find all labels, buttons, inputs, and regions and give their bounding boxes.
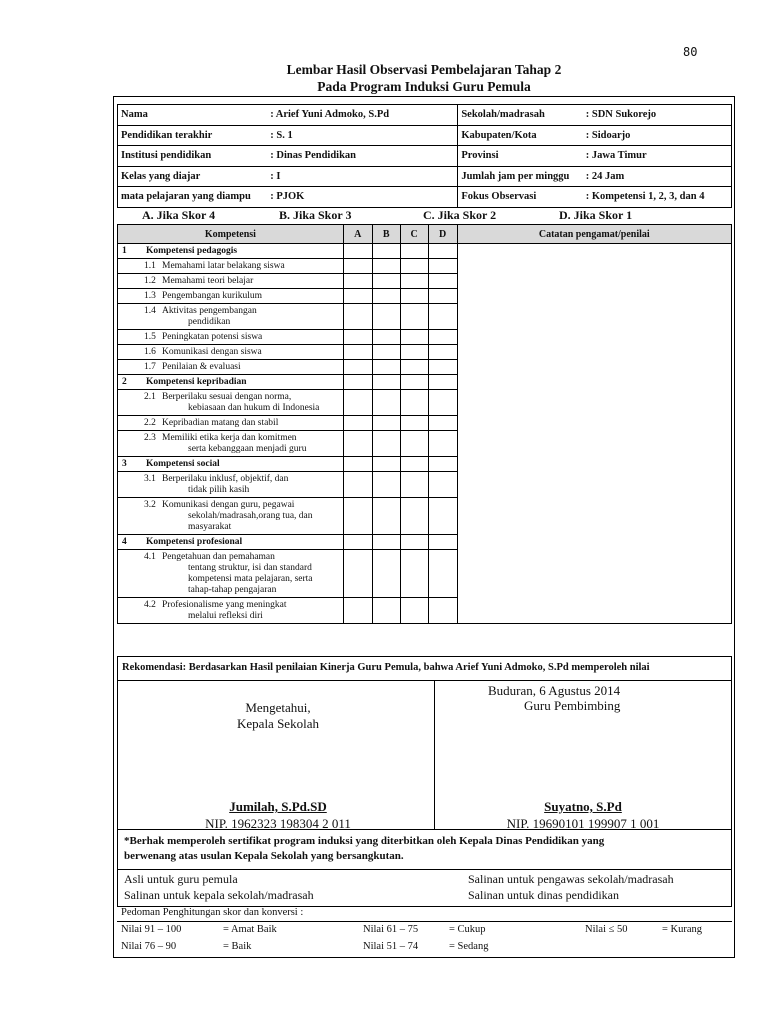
header-a: A xyxy=(343,225,372,244)
score-cell[interactable] xyxy=(400,472,428,498)
score-cell[interactable] xyxy=(400,345,428,360)
score-cell[interactable] xyxy=(372,259,400,274)
info-label: Fokus Observasi xyxy=(458,187,583,208)
score-cell[interactable] xyxy=(372,289,400,304)
score-cell[interactable] xyxy=(372,535,400,550)
score-cell[interactable] xyxy=(372,498,400,535)
info-label: mata pelajaran yang diampu xyxy=(118,187,268,208)
score-cell[interactable] xyxy=(428,416,457,431)
range-baik: Nilai 76 – 90 xyxy=(121,941,177,952)
info-row xyxy=(118,105,732,126)
score-cell[interactable] xyxy=(400,598,428,624)
score-d: D. Jika Skor 1 xyxy=(559,208,633,222)
score-cell[interactable] xyxy=(372,304,400,330)
item-text: Memiliki etika kerja dan komitmen xyxy=(162,432,297,443)
left-signatory-name: Jumilah, S.Pd.SD xyxy=(229,799,327,814)
score-cell[interactable] xyxy=(372,274,400,289)
form-subtitle: Pada Program Induksi Guru Pemula xyxy=(317,79,531,94)
item-text: serta kebanggaan menjadi guru xyxy=(188,443,307,454)
score-cell[interactable] xyxy=(400,390,428,416)
item-text: tentang struktur, isi dan standard xyxy=(188,562,312,573)
item-text: Komunikasi dengan guru, pegawai xyxy=(162,499,295,510)
item-text: Berperilaku inklusf, objektif, dan xyxy=(162,473,289,484)
header-kompetensi: Kompetensi xyxy=(118,225,344,244)
section-number: 1 xyxy=(122,245,127,256)
score-cell[interactable] xyxy=(343,472,372,498)
section-number: 3 xyxy=(122,458,127,469)
competency-item xyxy=(118,274,344,289)
item-text: masyarakat xyxy=(188,521,232,532)
item-number: 2.1 xyxy=(144,391,156,402)
item-text: Peningkatan potensi siswa xyxy=(162,331,263,342)
header-b: B xyxy=(372,225,400,244)
page-number: 80 xyxy=(683,45,698,59)
score-cell[interactable] xyxy=(428,431,457,457)
item-text: Berperilaku sesuai dengan norma, xyxy=(162,391,292,402)
score-cell[interactable] xyxy=(343,345,372,360)
item-number: 2.3 xyxy=(144,432,156,443)
info-value: : S. 1 xyxy=(267,125,458,146)
range-sedang: Nilai 51 – 74 xyxy=(363,941,419,952)
section-title xyxy=(118,375,344,390)
score-cell[interactable] xyxy=(372,457,400,472)
note-line-2: berwenang atas usulan Kepala Sekolah yang bersangkutan. xyxy=(124,850,404,862)
score-cell[interactable] xyxy=(343,244,372,259)
item-number: 4.1 xyxy=(144,551,156,562)
score-cell[interactable] xyxy=(372,550,400,598)
score-cell[interactable] xyxy=(400,289,428,304)
section-label: Kompetensi pedagogis xyxy=(146,245,238,256)
competency-item xyxy=(118,345,344,360)
item-text: kebiasaan dan hukum di Indonesia xyxy=(188,402,320,413)
score-cell[interactable] xyxy=(400,431,428,457)
item-text: kompetensi mata pelajaran, serta xyxy=(188,573,313,584)
score-cell[interactable] xyxy=(428,390,457,416)
competency-item xyxy=(118,304,344,330)
score-cell[interactable] xyxy=(343,259,372,274)
item-text: Memahami teori belajar xyxy=(162,275,254,286)
competency-item xyxy=(118,598,344,624)
score-cell[interactable] xyxy=(428,598,457,624)
item-number: 1.1 xyxy=(144,260,156,271)
score-cell[interactable] xyxy=(428,550,457,598)
item-number: 1.3 xyxy=(144,290,156,301)
info-label: Institusi pendidikan xyxy=(118,146,268,167)
info-label: Provinsi xyxy=(458,146,583,167)
info-label: Kabupaten/Kota xyxy=(458,125,583,146)
score-cell[interactable] xyxy=(428,472,457,498)
signature-divider xyxy=(434,681,435,829)
info-value: : Jawa Timur xyxy=(583,146,732,167)
distribution-list xyxy=(117,870,732,907)
competency-item xyxy=(118,550,344,598)
score-cell[interactable] xyxy=(372,472,400,498)
score-cell[interactable] xyxy=(428,259,457,274)
info-value: : Sidoarjo xyxy=(583,125,732,146)
item-text: Pengetahuan dan pemahaman xyxy=(162,551,275,562)
range-amat-baik: Nilai 91 – 100 xyxy=(121,924,182,935)
item-number: 1.5 xyxy=(144,331,156,342)
recommendation-text: Rekomendasi: Berdasarkan Hasil penilaian Kinerja Guru Pemula, bahwa Arief Yuni Admoko, S.Pd memperoleh nilai xyxy=(117,656,732,680)
score-cell[interactable] xyxy=(428,345,457,360)
item-number: 3.1 xyxy=(144,473,156,484)
header-catatan: Catatan pengamat/penilai xyxy=(457,225,731,244)
score-cell[interactable] xyxy=(343,304,372,330)
info-value: : 24 Jam xyxy=(583,166,732,187)
info-row xyxy=(118,146,732,167)
score-cell[interactable] xyxy=(343,330,372,345)
info-value: : SDN Sukorejo xyxy=(583,105,732,126)
score-cell[interactable] xyxy=(400,457,428,472)
section-row xyxy=(118,244,732,259)
score-a: A. Jika Skor 4 xyxy=(142,208,216,222)
info-label: Nama xyxy=(118,105,268,126)
score-cell[interactable] xyxy=(372,416,400,431)
score-cell[interactable] xyxy=(428,330,457,345)
score-cell[interactable] xyxy=(372,330,400,345)
score-cell[interactable] xyxy=(400,304,428,330)
item-text: Penilaian & evaluasi xyxy=(162,361,241,372)
info-label: Sekolah/madrasah xyxy=(458,105,583,126)
left-greeting: Mengetahui, xyxy=(245,700,311,715)
section-title xyxy=(118,535,344,550)
competency-item xyxy=(118,330,344,345)
section-label: Kompetensi kepribadian xyxy=(146,376,247,387)
section-label: Kompetensi profesional xyxy=(146,536,243,547)
copy-pengawas: Salinan untuk pengawas sekolah/madrasah xyxy=(468,872,674,886)
competency-item xyxy=(118,498,344,535)
item-number: 1.6 xyxy=(144,346,156,357)
info-value: : Arief Yuni Admoko, S.Pd xyxy=(267,105,458,126)
score-cell[interactable] xyxy=(343,390,372,416)
item-text: Aktivitas pengembangan xyxy=(162,305,257,316)
item-number: 3.2 xyxy=(144,499,156,510)
competency-item xyxy=(118,360,344,375)
item-number: 1.4 xyxy=(144,305,156,316)
section-label: Kompetensi social xyxy=(146,458,220,469)
copy-guru-pemula: Asli untuk guru pemula xyxy=(124,872,238,886)
right-signatory-nip: NIP. 19690101 199907 1 001 xyxy=(506,816,660,831)
score-cell[interactable] xyxy=(372,598,400,624)
info-value: : PJOK xyxy=(267,187,458,208)
item-text: tahap-tahap pengajaran xyxy=(188,584,277,595)
score-cell[interactable] xyxy=(343,274,372,289)
score-cell[interactable] xyxy=(343,550,372,598)
item-number: 1.7 xyxy=(144,361,156,372)
info-label: Pendidikan terakhir xyxy=(118,125,268,146)
score-cell[interactable] xyxy=(428,289,457,304)
info-row xyxy=(118,125,732,146)
item-text: Memahami latar belakang siswa xyxy=(162,260,285,271)
header-d: D xyxy=(428,225,457,244)
item-number: 2.2 xyxy=(144,417,156,428)
signature-block xyxy=(117,680,732,830)
score-cell[interactable] xyxy=(343,416,372,431)
score-cell[interactable] xyxy=(343,289,372,304)
section-number: 2 xyxy=(122,376,127,387)
score-cell[interactable] xyxy=(400,244,428,259)
scoring-guide-title: Pedoman Penghitungan skor dan konversi : xyxy=(121,907,304,918)
score-legend xyxy=(117,207,732,224)
score-cell[interactable] xyxy=(372,244,400,259)
note-line-1: *Berhak memperoleh sertifikat program induksi yang diterbitkan oleh Kepala Dinas Pendidikan yang xyxy=(124,835,605,847)
right-role: Guru Pembimbing xyxy=(524,698,621,713)
score-cell[interactable] xyxy=(400,535,428,550)
info-value: : I xyxy=(267,166,458,187)
item-text: Kepribadian matang dan stabil xyxy=(162,417,279,428)
item-text: sekolah/madrasah,orang tua, dan xyxy=(188,510,313,521)
info-row xyxy=(118,166,732,187)
range-kurang: Nilai ≤ 50 xyxy=(585,924,628,935)
range-cukup: Nilai 61 – 75 xyxy=(363,924,419,935)
score-cell[interactable] xyxy=(343,457,372,472)
score-cell[interactable] xyxy=(428,457,457,472)
grade-baik: = Baik xyxy=(223,941,252,952)
copy-kepala-sekolah: Salinan untuk kepala sekolah/madrasah xyxy=(124,888,314,902)
score-cell[interactable] xyxy=(428,244,457,259)
form-title: Lembar Hasil Observasi Pembelajaran Tahap 2 xyxy=(286,62,562,77)
item-text: pendidikan xyxy=(188,316,231,327)
score-cell[interactable] xyxy=(343,535,372,550)
competency-item xyxy=(118,390,344,416)
score-cell[interactable] xyxy=(400,416,428,431)
competency-item xyxy=(118,259,344,274)
score-cell[interactable] xyxy=(372,390,400,416)
right-signatory-name: Suyatno, S.Pd xyxy=(544,799,622,814)
item-text: tidak pilih kasih xyxy=(188,484,250,495)
score-cell[interactable] xyxy=(372,345,400,360)
grade-sedang: = Sedang xyxy=(449,941,489,952)
score-cell[interactable] xyxy=(343,498,372,535)
grade-amat-baik: = Amat Baik xyxy=(223,924,277,935)
score-cell[interactable] xyxy=(400,360,428,375)
score-cell[interactable] xyxy=(428,375,457,390)
competency-item xyxy=(118,289,344,304)
info-value: : Kompetensi 1, 2, 3, dan 4 xyxy=(583,187,732,208)
score-cell[interactable] xyxy=(400,330,428,345)
score-cell[interactable] xyxy=(428,274,457,289)
info-label: Jumlah jam per minggu xyxy=(458,166,583,187)
score-cell[interactable] xyxy=(400,498,428,535)
competency-table xyxy=(117,224,732,624)
score-cell[interactable] xyxy=(400,259,428,274)
score-cell[interactable] xyxy=(343,431,372,457)
item-text: Profesionalisme yang meningkat xyxy=(162,599,287,610)
score-cell[interactable] xyxy=(372,360,400,375)
score-c: C. Jika Skor 2 xyxy=(423,208,497,222)
grade-cukup: = Cukup xyxy=(449,924,486,935)
observer-notes-cell[interactable] xyxy=(457,244,731,624)
score-cell[interactable] xyxy=(400,375,428,390)
info-row xyxy=(118,187,732,208)
score-cell[interactable] xyxy=(343,598,372,624)
score-cell[interactable] xyxy=(343,360,372,375)
info-label: Kelas yang diajar xyxy=(118,166,268,187)
teacher-info-table xyxy=(117,104,732,208)
grade-kurang: = Kurang xyxy=(662,924,703,935)
left-role: Kepala Sekolah xyxy=(237,716,319,731)
score-cell[interactable] xyxy=(372,431,400,457)
certificate-note xyxy=(117,830,732,870)
item-text: Komunikasi dengan siswa xyxy=(162,346,262,357)
item-text: Pengembangan kurikulum xyxy=(162,290,262,301)
score-cell[interactable] xyxy=(400,550,428,598)
copy-dinas: Salinan untuk dinas pendidikan xyxy=(468,888,619,902)
score-b: B. Jika Skor 3 xyxy=(279,208,352,222)
right-date: Buduran, 6 Agustus 2014 xyxy=(488,683,621,698)
section-number: 4 xyxy=(122,536,127,547)
score-cell[interactable] xyxy=(372,375,400,390)
info-value: : Dinas Pendidikan xyxy=(267,146,458,167)
section-title xyxy=(118,457,344,472)
score-cell[interactable] xyxy=(428,535,457,550)
header-c: C xyxy=(400,225,428,244)
scoring-guide xyxy=(117,907,732,956)
score-cell[interactable] xyxy=(428,304,457,330)
item-number: 4.2 xyxy=(144,599,156,610)
item-text: melalui refleksi diri xyxy=(188,610,263,621)
score-cell[interactable] xyxy=(428,360,457,375)
score-cell[interactable] xyxy=(400,274,428,289)
item-number: 1.2 xyxy=(144,275,156,286)
score-cell[interactable] xyxy=(343,375,372,390)
score-cell[interactable] xyxy=(428,498,457,535)
left-signatory-nip: NIP. 1962323 198304 2 011 xyxy=(205,816,351,831)
competency-item xyxy=(118,416,344,431)
scoring-guide-divider xyxy=(117,921,732,922)
competency-item xyxy=(118,431,344,457)
competency-item xyxy=(118,472,344,498)
section-title xyxy=(118,244,344,259)
